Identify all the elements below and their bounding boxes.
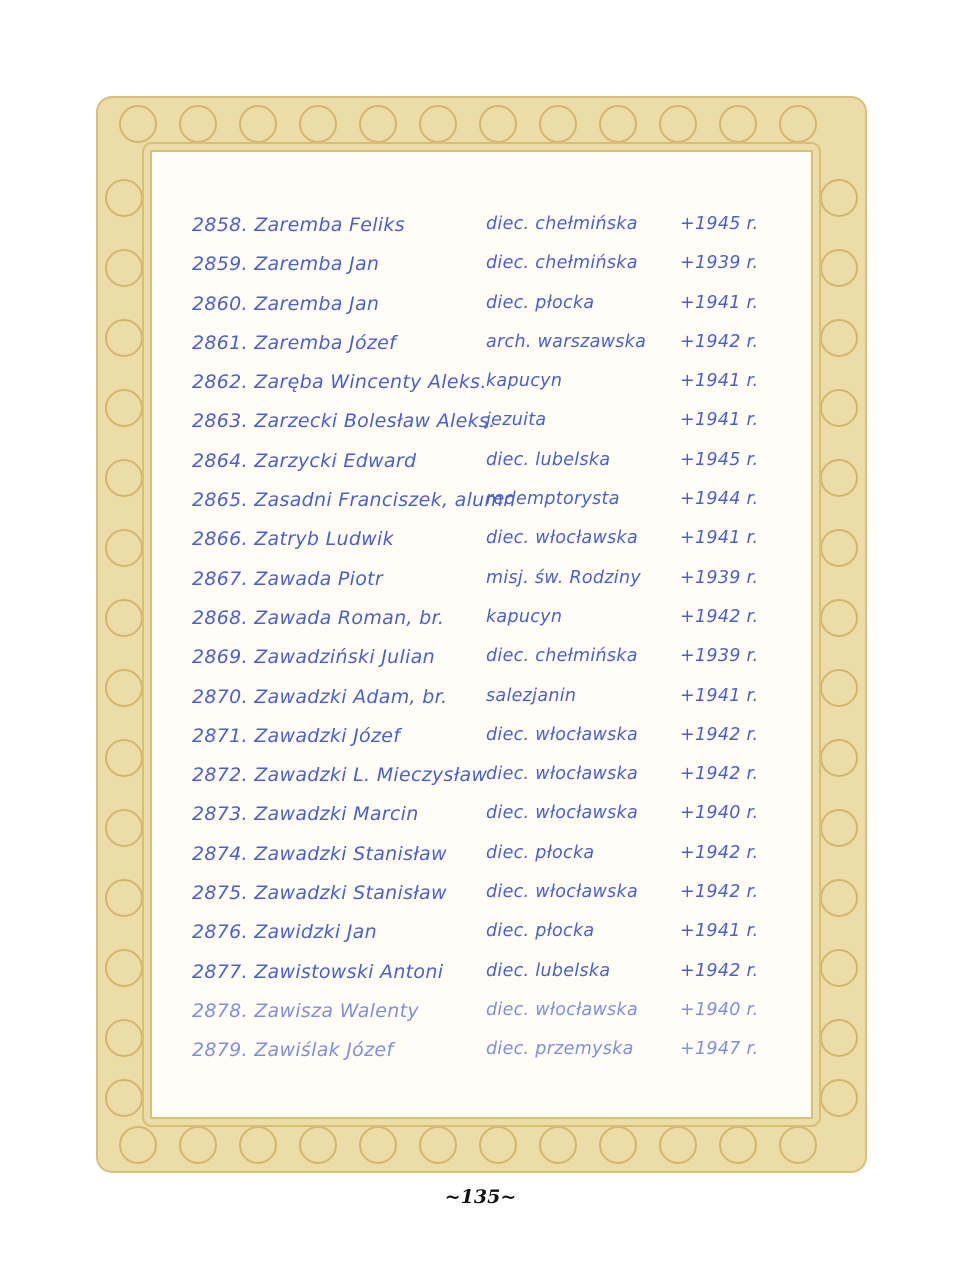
entry-name: 2875. Zawadzki Stanisław [192, 882, 447, 905]
entry-name: 2876. Zawidzki Jan [192, 921, 377, 944]
entry-name: 2879. Zawiślak Józef [192, 1039, 394, 1062]
entry-death: +1947 r. [680, 1039, 759, 1060]
entry-death: +1941 r. [680, 292, 759, 313]
entry-death: +1942 r. [680, 764, 759, 785]
entry-death: +1942 r. [680, 842, 759, 863]
entry-diocese: diec. chełmińska [486, 646, 638, 667]
entries-list [192, 208, 792, 1073]
entry-name: 2864. Zarzycki Edward [192, 449, 417, 472]
entry-name: 2871. Zawadzki Józef [192, 724, 401, 747]
entry-diocese: diec. przemyska [486, 1039, 634, 1060]
entry-death: +1941 r. [680, 410, 759, 431]
list-item [192, 955, 792, 994]
entry-name: 2858. Zaremba Feliks [192, 214, 405, 236]
entry-death: +1939 r. [680, 646, 759, 667]
entry-name: 2861. Zaremba Józef [192, 331, 397, 354]
entry-death: +1941 r. [680, 528, 759, 549]
entry-death: +1942 r. [680, 606, 759, 627]
entry-name: 2862. Zaręba Wincenty Aleks. [192, 371, 487, 394]
list-item [192, 522, 792, 561]
list-item [192, 287, 792, 326]
list-item [192, 365, 792, 404]
entry-name: 2877. Zawistowski Antoni [192, 960, 444, 983]
entry-name: 2873. Zawadzki Marcin [192, 803, 419, 826]
entry-name: 2866. Zatryb Ludwik [192, 528, 394, 551]
entry-name: 2874. Zawadzki Stanisław [192, 842, 447, 865]
entry-death: +1940 r. [680, 999, 759, 1020]
entry-diocese: diec. chełmińska [486, 253, 638, 274]
entry-diocese: diec. włocławska [486, 803, 638, 824]
entry-death: +1939 r. [680, 253, 759, 274]
entry-diocese: diec. lubelska [486, 960, 611, 981]
entry-death: +1944 r. [680, 489, 759, 510]
entry-name: 2863. Zarzecki Bolesław Aleks. [192, 410, 496, 433]
entry-death: +1941 r. [680, 921, 759, 942]
entry-death: +1942 r. [680, 724, 759, 745]
list-item [192, 758, 792, 797]
entry-diocese: diec. płocka [486, 292, 595, 313]
entry-name: 2870. Zawadzki Adam, br. [192, 685, 448, 708]
list-item [192, 247, 792, 286]
entry-death: +1942 r. [680, 882, 759, 903]
entry-death: +1942 r. [680, 331, 759, 352]
entry-diocese: arch. warszawska [486, 331, 647, 352]
entry-name: 2868. Zawada Roman, br. [192, 606, 445, 629]
list-item [192, 1033, 792, 1072]
entry-diocese: diec. włocławska [486, 999, 638, 1020]
list-item [192, 208, 792, 247]
entry-death: +1941 r. [680, 685, 759, 706]
entry-death: +1945 r. [680, 449, 759, 470]
entry-name: 2859. Zaremba Jan [192, 253, 380, 276]
entry-name: 2872. Zawadzki L. Mieczysław [192, 764, 488, 787]
entry-diocese: misj. św. Rodziny [486, 567, 642, 588]
entry-diocese: kapucyn [486, 606, 563, 627]
list-item [192, 915, 792, 954]
list-item [192, 326, 792, 365]
list-item [192, 601, 792, 640]
entry-diocese: diec. włocławska [486, 882, 638, 903]
entry-diocese: diec. chełmińska [486, 214, 638, 234]
entry-diocese: jezuita [486, 410, 547, 431]
entry-name: 2878. Zawisza Walenty [192, 999, 419, 1022]
entry-diocese: kapucyn [486, 371, 563, 392]
entry-diocese: diec. lubelska [486, 449, 611, 470]
list-item [192, 719, 792, 758]
list-item [192, 444, 792, 483]
list-item [192, 994, 792, 1033]
list-item [192, 680, 792, 719]
list-item [192, 876, 792, 915]
entry-death: +1942 r. [680, 960, 759, 981]
entry-name: 2865. Zasadni Franciszek, alumn [192, 489, 516, 512]
page-number: ~135~ [444, 1186, 517, 1208]
entry-death: +1939 r. [680, 567, 759, 588]
entry-death: +1941 r. [680, 371, 759, 392]
entry-death: +1945 r. [680, 214, 759, 234]
list-item [192, 640, 792, 679]
entry-name: 2869. Zawadziński Julian [192, 646, 435, 669]
entry-death: +1940 r. [680, 803, 759, 824]
entry-name: 2860. Zaremba Jan [192, 292, 380, 315]
entry-diocese: diec. włocławska [486, 528, 638, 549]
list-item [192, 483, 792, 522]
entry-diocese: diec. włocławska [486, 724, 638, 745]
list-item [192, 404, 792, 443]
entry-diocese: diec. włocławska [486, 764, 638, 785]
list-item [192, 837, 792, 876]
list-item [192, 562, 792, 601]
entry-diocese: redemptorysta [486, 489, 620, 510]
entry-diocese: diec. płocka [486, 921, 595, 942]
entry-diocese: salezjanin [486, 685, 577, 706]
entry-diocese: diec. płocka [486, 842, 595, 863]
list-item [192, 797, 792, 836]
entry-name: 2867. Zawada Piotr [192, 567, 384, 590]
